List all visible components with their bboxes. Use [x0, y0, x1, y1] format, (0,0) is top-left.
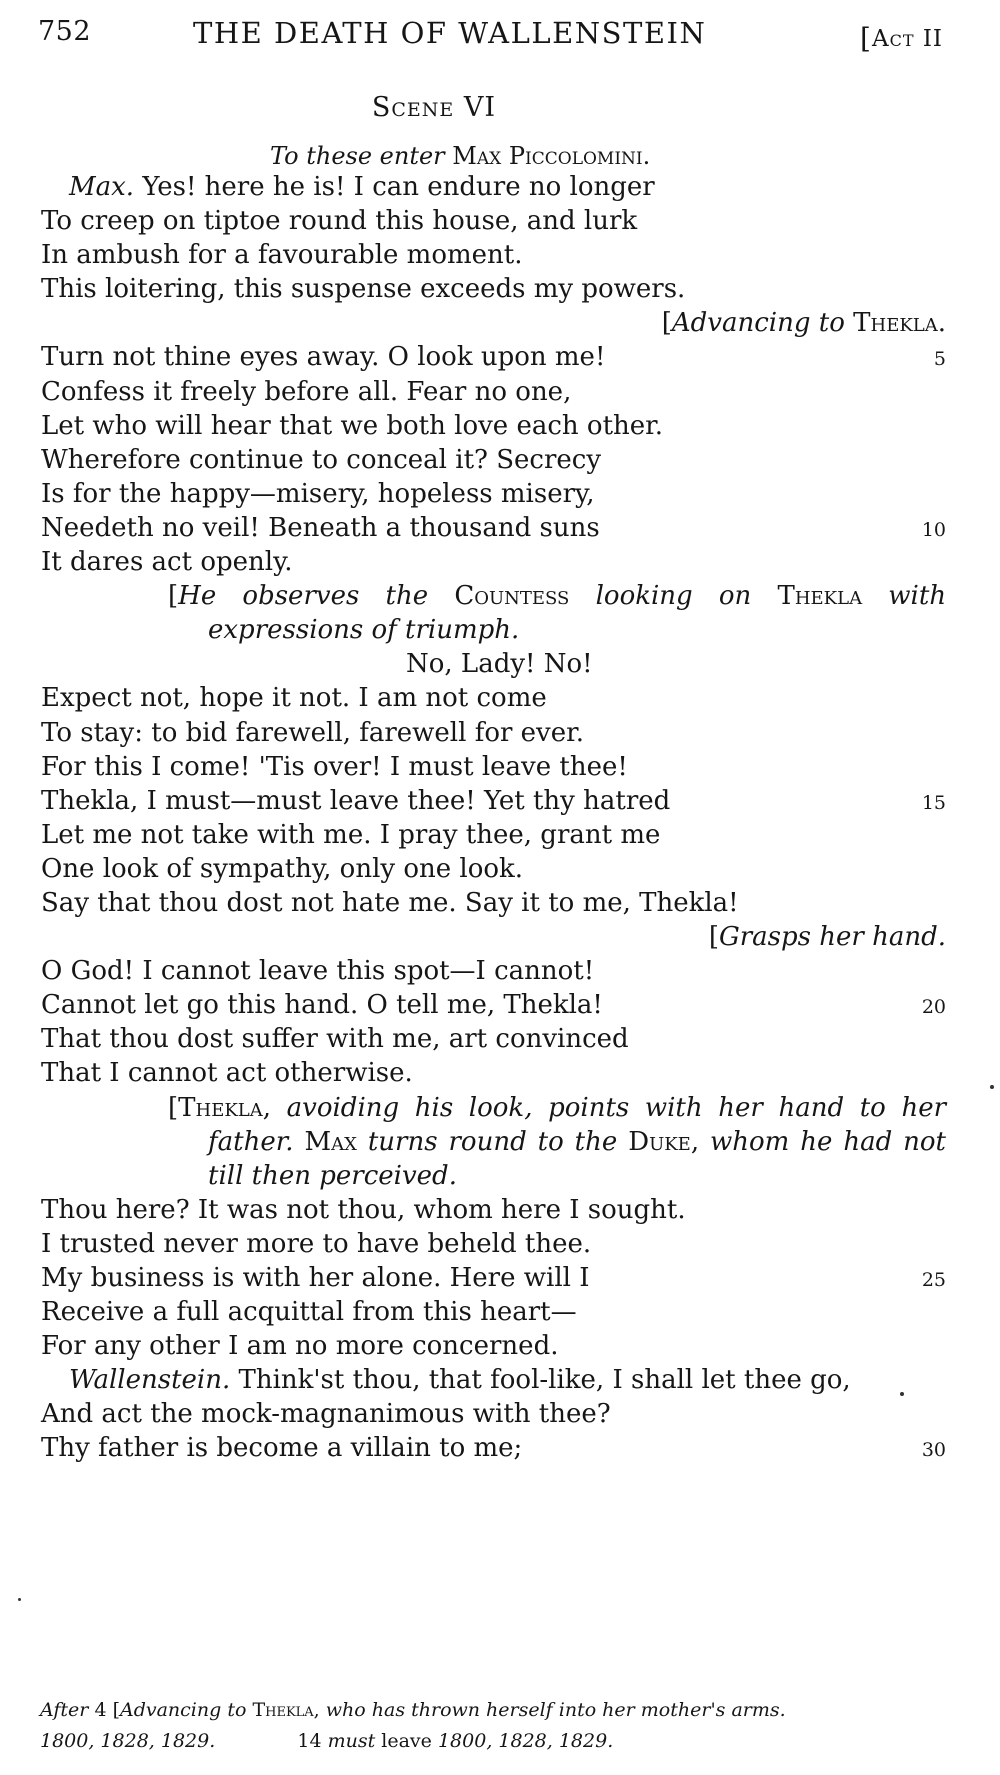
- sd-character-name: Max: [304, 1126, 357, 1157]
- stage-direction-grasps: [Grasps her hand.: [708, 922, 946, 953]
- verse-line: [41, 1056, 946, 1090]
- entry-character-name: Max Piccolomini.: [452, 142, 651, 170]
- line-text: To creep on tiptoe round this house, and lurk: [41, 206, 638, 237]
- line-number: 25: [921, 1269, 946, 1291]
- line-number: 10: [921, 518, 946, 541]
- scene-heading: [0, 92, 870, 123]
- sd-italic: looking on: [595, 581, 752, 612]
- verse-line: [41, 716, 946, 750]
- verse-line: [41, 852, 946, 886]
- entry-prefix: To these enter: [270, 142, 445, 170]
- verse-line: [41, 784, 946, 818]
- line-text: No, Lady! No!: [406, 649, 593, 680]
- stage-direction-advancing: [Advancing to Thekla.: [661, 308, 946, 339]
- line-text: One look of sympathy, only one look.: [41, 853, 524, 884]
- verse-line: [41, 1397, 946, 1431]
- footnote-line: After 4 [Advancing to Thekla, who has thrown herself into her mother's arms.: [40, 1699, 786, 1721]
- line-text: Thy father is become a villain to me;: [41, 1433, 523, 1464]
- line-text: Cannot let go this hand. O tell me, Thekla!: [41, 990, 603, 1021]
- verse-line: [41, 681, 946, 715]
- line-text: Say that thou dost not hate me. Say it to me, Thekla!: [41, 887, 739, 918]
- line-text: And act the mock-magnanimous with thee?: [41, 1399, 611, 1430]
- line-text: Receive a full acquittal from this heart—: [41, 1297, 577, 1328]
- print-speck: [900, 1392, 904, 1396]
- footnote-line-ref: 14: [297, 1730, 322, 1752]
- act-label-text: Act II: [871, 26, 943, 52]
- line-text: Let me not take with me. I pray thee, grant me: [41, 819, 661, 850]
- sd-character-name: Thekla.: [853, 308, 946, 339]
- footnote: [40, 1695, 940, 1757]
- verse-line: [41, 477, 946, 511]
- verse-line: [41, 375, 946, 409]
- sd-italic: turns round to the: [367, 1126, 618, 1157]
- verse-line: [41, 1363, 946, 1397]
- line-text: Wherefore continue to conceal it? Secrecy: [41, 444, 602, 475]
- verse-line: [41, 1295, 946, 1329]
- line-text: Is for the happy—misery, hopeless misery,: [41, 478, 595, 509]
- line-text: To stay: to bid farewell, farewell for ever.: [41, 717, 584, 748]
- line-text: O God! I cannot leave this spot—I cannot!: [41, 956, 595, 987]
- line-text: That I cannot act otherwise.: [41, 1058, 413, 1089]
- footnote-variant-italic: must: [327, 1730, 376, 1752]
- entry-direction: [270, 142, 650, 170]
- sd-character-name: Duke,: [628, 1126, 700, 1157]
- stage-direction-countess: [He observes the Countess looking on Thekla with expressions of triumph.: [168, 581, 947, 646]
- sd-character-name: Thekla,: [178, 1092, 271, 1123]
- verse-line: [41, 238, 946, 272]
- verse-line: [41, 750, 946, 784]
- line-text: In ambush for a favourable moment.: [41, 240, 523, 271]
- footnote-sd-rest: who has thrown herself into her mother's arms.: [325, 1699, 786, 1721]
- line-text: For any other I am no more concerned.: [41, 1331, 559, 1362]
- footnote-variant-text: leave: [381, 1730, 432, 1752]
- footnote-years: 1800, 1828, 1829.: [40, 1730, 216, 1752]
- line-number: 15: [921, 791, 946, 814]
- verse-line: [41, 988, 946, 1022]
- line-text: Let who will hear that we both love each other.: [41, 410, 663, 441]
- sd-italic: with expressions of triumph.: [208, 581, 947, 646]
- line-number: 30: [921, 1439, 946, 1462]
- sd-italic: Advancing to: [671, 308, 845, 339]
- line-text: Think'st thou, that fool-like, I shall let thee go,: [230, 1365, 851, 1396]
- sd-italic: whom he had not till then perceived.: [208, 1126, 947, 1191]
- verse-line: [41, 1227, 946, 1261]
- line-text: Needeth no veil! Beneath a thousand suns: [41, 512, 600, 543]
- line-number: 20: [921, 996, 946, 1019]
- verse-line: [41, 272, 946, 306]
- speaker-name: Wallenstein.: [69, 1365, 231, 1396]
- verse-line: [41, 818, 946, 852]
- line-text: Expect not, hope it not. I am not come: [41, 683, 547, 714]
- verse-line: [41, 204, 946, 238]
- print-speck: [18, 1598, 21, 1601]
- verse-line: [41, 1329, 946, 1363]
- act-label: [Act II: [860, 22, 943, 55]
- verse-line: [41, 545, 946, 579]
- stage-direction-thekla: [Thekla, avoiding his look, points with her hand to her father. Max turns round to the Duke, whom he had not till then perceived.: [168, 1092, 947, 1191]
- footnote-line: [40, 1726, 940, 1757]
- verse-line: [41, 511, 946, 545]
- line-text: That thou dost suffer with me, art convinced: [41, 1024, 629, 1055]
- line-text: For this I come! 'Tis over! I must leave thee!: [41, 751, 628, 782]
- line-text: Turn not thine eyes away. O look upon me!: [41, 342, 606, 373]
- footnote-after-label: After: [40, 1699, 89, 1721]
- running-header: [38, 16, 943, 60]
- footnote-years: 1800, 1828, 1829.: [437, 1730, 614, 1752]
- verse-line: [41, 1193, 946, 1227]
- verse-line: [41, 409, 946, 443]
- line-text: My business is with her alone. Here will I: [41, 1263, 590, 1293]
- sd-italic: avoiding his look, points with her hand to her father.: [208, 1092, 947, 1157]
- scene-heading-text: Scene VI: [371, 92, 496, 123]
- sd-character-name: Countess: [454, 581, 570, 612]
- line-text: This loitering, this suspense exceeds my powers.: [41, 274, 686, 305]
- verse-line: [41, 1431, 946, 1465]
- verse-line: [41, 647, 946, 681]
- verse-line: [41, 1022, 946, 1056]
- page-number: 752: [38, 16, 92, 47]
- sd-italic: He observes the: [178, 581, 429, 612]
- speaker-name: Max.: [69, 172, 135, 202]
- line-text: Yes! here he is! I can endure no longer: [134, 172, 655, 202]
- sd-italic: Grasps her hand.: [718, 922, 946, 953]
- verse-line: [41, 886, 946, 920]
- verse-line: [41, 1261, 946, 1295]
- verse-line: [41, 954, 946, 988]
- footnote-sd-italic: Advancing to: [119, 1699, 247, 1721]
- verse-line: [41, 340, 946, 374]
- verse-line: [41, 443, 946, 477]
- verse-body: [41, 170, 946, 1466]
- line-text: I trusted never more to have beheld thee.: [41, 1228, 592, 1259]
- running-title: THE DEATH OF WALLENSTEIN: [193, 16, 707, 50]
- sd-character-name: Thekla: [777, 581, 863, 612]
- verse-line: [41, 170, 946, 204]
- print-speck: [990, 1085, 994, 1089]
- line-text: Thekla, I must—must leave thee! Yet thy hatred: [41, 785, 671, 816]
- line-text: Thou here? It was not thou, whom here I sought.: [41, 1194, 686, 1225]
- footnote-character-name: Thekla,: [252, 1699, 320, 1721]
- line-text: Confess it freely before all. Fear no one,: [41, 376, 572, 407]
- line-number: 5: [933, 348, 946, 371]
- line-text: It dares act openly.: [41, 547, 293, 578]
- footnote-line-ref: 4: [94, 1699, 107, 1721]
